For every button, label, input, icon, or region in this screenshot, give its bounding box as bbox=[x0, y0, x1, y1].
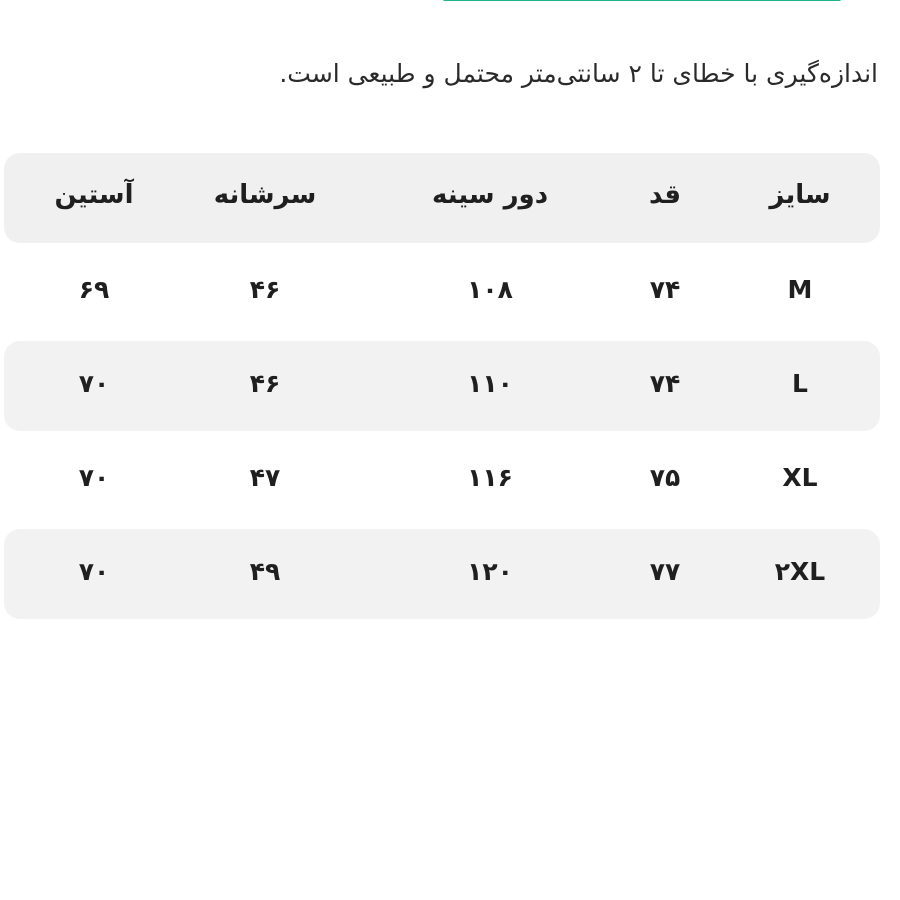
cell-chest: ۱۱۰ bbox=[467, 369, 513, 398]
cell-sleeve: ۶۹ bbox=[78, 275, 110, 304]
header-chest: دور سینه bbox=[431, 180, 549, 210]
cell-shoulder: ۴۶ bbox=[249, 275, 281, 304]
tab-indicator bbox=[443, 0, 841, 1]
cell-chest: ۱۲۰ bbox=[467, 557, 513, 586]
cell-length: ۷۷ bbox=[649, 557, 681, 586]
cell-shoulder: ۴۹ bbox=[249, 557, 281, 586]
table-row bbox=[4, 435, 880, 525]
cell-length: ۷۵ bbox=[649, 463, 681, 492]
header-size: سایز bbox=[769, 180, 831, 210]
cell-shoulder: ۴۶ bbox=[249, 369, 281, 398]
cell-sleeve: ۷۰ bbox=[78, 369, 110, 398]
cell-chest: ۱۱۶ bbox=[467, 463, 513, 492]
table-row bbox=[4, 341, 880, 431]
cell-sleeve: ۷۰ bbox=[78, 463, 110, 492]
table-header-row bbox=[4, 153, 880, 243]
table-row bbox=[4, 247, 880, 337]
size-table bbox=[4, 153, 880, 623]
cell-size: XL bbox=[782, 463, 818, 492]
cell-size: L bbox=[792, 369, 808, 398]
header-shoulder: سرشانه bbox=[213, 180, 317, 210]
cell-sleeve: ۷۰ bbox=[78, 557, 110, 586]
cell-chest: ۱۰۸ bbox=[467, 275, 513, 304]
cell-length: ۷۴ bbox=[649, 275, 681, 304]
table-row bbox=[4, 529, 880, 619]
cell-length: ۷۴ bbox=[649, 369, 681, 398]
header-length: قد bbox=[648, 180, 682, 210]
cell-size: ۲XL bbox=[774, 557, 826, 586]
measurement-note: اندازه‌گیری با خطای تا ۲ سانتی‌متر محتمل و طبیعی است. bbox=[279, 59, 878, 88]
header-sleeve: آستین bbox=[54, 180, 134, 210]
cell-size: M bbox=[787, 275, 813, 304]
cell-shoulder: ۴۷ bbox=[249, 463, 281, 492]
